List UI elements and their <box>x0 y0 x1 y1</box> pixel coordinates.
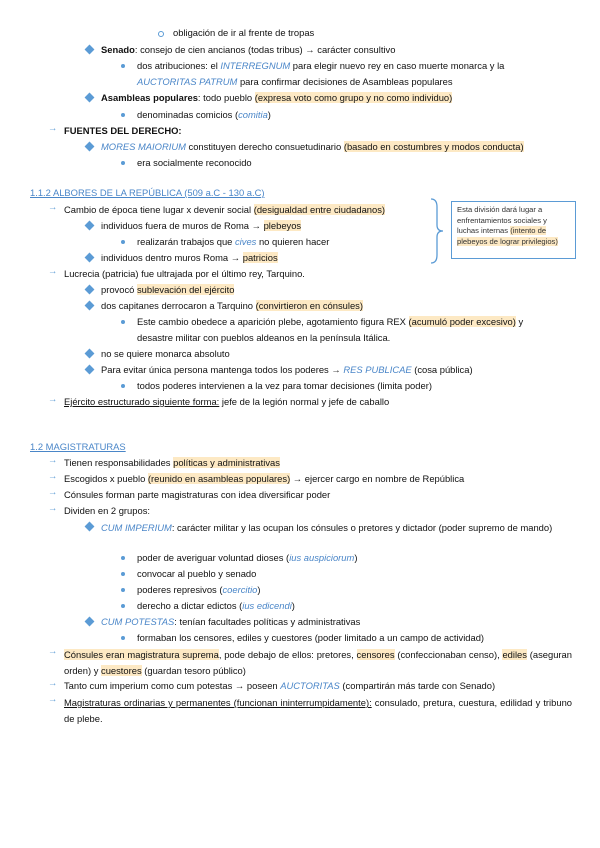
section-heading: 1.1.2 ALBORES DE LA REPÚBLICA (509 a.C - 130 a.C) <box>30 187 265 198</box>
text-line: Tanto cum imperium como cum potestas → poseen AUCTORITAS (compartirán más tarde con Senado) <box>64 680 496 691</box>
text-line: CUM POTESTAS: tenían facultades políticas y administrativas <box>101 616 361 627</box>
text-line: dos atribuciones: el INTERREGNUM para elegir nuevo rey en caso muerte monarca y la <box>137 60 505 71</box>
hollow-circle-bullet-icon <box>158 31 164 37</box>
diamond-bullet-icon <box>85 45 95 55</box>
curly-brace-icon <box>428 197 446 265</box>
text-line: Para evitar única persona mantenga todos los poderes → RES PUBLICAE (cosa pública) <box>101 364 473 375</box>
dot-bullet-icon <box>121 604 125 608</box>
text-line: obligación de ir al frente de tropas <box>173 27 315 38</box>
dot-bullet-icon <box>121 113 125 117</box>
text-line: poderes represivos (coercitio) <box>137 584 261 595</box>
text-line: Cambio de época tiene lugar x devenir social (desigualdad entre ciudadanos) <box>64 204 386 215</box>
dot-bullet-icon <box>121 161 125 165</box>
text-line: Senado: consejo de cien ancianos (todas tribus) → carácter consultivo <box>101 44 396 55</box>
arrow-right-icon: → <box>48 393 58 404</box>
diamond-bullet-icon <box>85 349 95 359</box>
text-line: realizarán trabajos que cives no quieren hacer <box>137 236 330 247</box>
text-line: CUM IMPERIUM: carácter militar y las ocupan los cónsules o pretores y dictador (poder supremo de mando) <box>101 522 553 533</box>
text-line: Magistraturas ordinarias y permanentes (funcionan ininterrumpidamente): consulado, pretura, cuestura, edilidad y tribuno de plebe. <box>64 697 572 724</box>
text-line: Tienen responsabilidades políticas y administrativas <box>64 457 280 468</box>
text-line: Asambleas populares: todo pueblo (expresa voto como grupo y no como individuo) <box>101 92 453 103</box>
arrow-right-icon: → <box>48 122 58 133</box>
text-line: AUCTORITAS PATRUM para confirmar decisiones de Asambleas populares <box>137 76 453 87</box>
diamond-bullet-icon <box>85 301 95 311</box>
arrow-right-icon: → <box>48 502 58 513</box>
arrow-right-icon: → <box>48 201 58 212</box>
arrow-right-icon: → <box>48 470 58 481</box>
diamond-bullet-icon <box>85 221 95 231</box>
arrow-right-icon: → <box>48 677 58 688</box>
diamond-bullet-icon <box>85 522 95 532</box>
text-line: individuos dentro muros Roma → patricios <box>101 252 278 263</box>
arrow-right-icon: → <box>48 486 58 497</box>
side-note: Esta división dará lugar a enfrentamientos sociales y luchas internas (intento de plebeyos de lograr privilegios) <box>451 201 576 259</box>
dot-bullet-icon <box>121 384 125 388</box>
text-line: poder de averiguar voluntad dioses (ius auspiciorum) <box>137 552 358 563</box>
arrow-right-icon: → <box>48 645 58 656</box>
text-line: derecho a dictar edictos (ius edicendi) <box>137 600 295 611</box>
arrow-right-icon: → <box>48 454 58 465</box>
dot-bullet-icon <box>121 320 125 324</box>
section-heading: 1.2 MAGISTRATURAS <box>30 441 126 452</box>
text-line: provocó sublevación del ejército <box>101 284 235 295</box>
text-line: era socialmente reconocido <box>137 157 252 168</box>
diamond-bullet-icon <box>85 365 95 375</box>
text-line: Escogidos x pueblo (reunido en asambleas populares) → ejercer cargo en nombre de República <box>64 473 465 484</box>
diamond-bullet-icon <box>85 142 95 152</box>
text-line: convocar al pueblo y senado <box>137 568 257 579</box>
diamond-bullet-icon <box>85 253 95 263</box>
dot-bullet-icon <box>121 556 125 560</box>
text-line: dos capitanes derrocaron a Tarquino (convirtieron en cónsules) <box>101 300 363 311</box>
text-line: Ejército estructurado siguiente forma: jefe de la legión normal y jefe de caballo <box>64 396 390 407</box>
diamond-bullet-icon <box>85 285 95 295</box>
text-line: Dividen en 2 grupos: <box>64 505 150 516</box>
diamond-bullet-icon <box>85 93 95 103</box>
diamond-bullet-icon <box>85 617 95 627</box>
text-line: todos poderes intervienen a la vez para tomar decisiones (limita poder) <box>137 380 432 391</box>
dot-bullet-icon <box>121 240 125 244</box>
text-line: Cónsules eran magistratura suprema, pode debajo de ellos: pretores, censores (confeccionaban censo), ediles (aseguran orden) y cuestores (guardan tesoro público) <box>64 649 572 676</box>
dot-bullet-icon <box>121 64 125 68</box>
text-line: no se quiere monarca absoluto <box>101 348 230 359</box>
text-line: Lucrecia (patricia) fue ultrajada por el último rey, Tarquino. <box>64 268 305 279</box>
dot-bullet-icon <box>121 588 125 592</box>
text-line: MORES MAIORIUM constituyen derecho consuetudinario (basado en costumbres y modos conducta) <box>101 141 524 152</box>
arrow-right-icon: → <box>48 265 58 276</box>
dot-bullet-icon <box>121 636 125 640</box>
arrow-right-icon: → <box>48 693 58 704</box>
text-line: desastre militar con pueblos aldeanos en la península Itálica. <box>137 332 391 343</box>
text-line: Este cambio obedece a aparición plebe, agotamiento figura REX (acumuló poder excesivo) y <box>137 316 524 327</box>
text-line: individuos fuera de muros de Roma → plebeyos <box>101 220 302 231</box>
text-line: denominadas comicios (comitia) <box>137 109 271 120</box>
text-line: formaban los censores, ediles y cuestores (poder limitado a un campo de actividad) <box>137 632 485 643</box>
dot-bullet-icon <box>121 572 125 576</box>
text-line: Cónsules forman parte magistraturas con idea diversificar poder <box>64 489 331 500</box>
text-line: FUENTES DEL DERECHO: <box>64 125 182 136</box>
